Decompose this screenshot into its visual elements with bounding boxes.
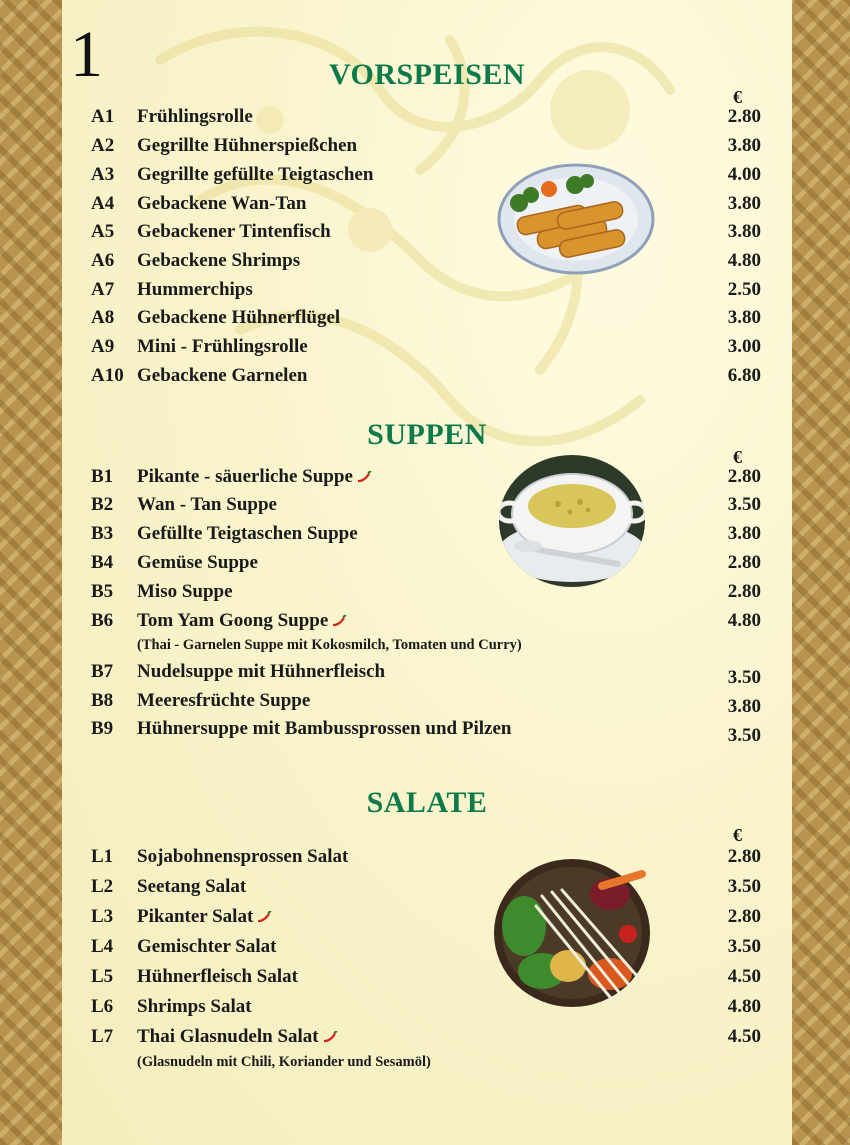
menu-item-row (91, 661, 761, 688)
left-ornament-border (0, 0, 62, 1145)
menu-item-name: Frühlingsrolle (137, 106, 253, 127)
section-title-suppen: SUPPEN (367, 418, 487, 451)
menu-item-row (91, 936, 761, 960)
menu-item-name: Gemüse Suppe (137, 552, 258, 573)
currency-label: € (733, 447, 742, 467)
menu-item-row (91, 135, 761, 159)
menu-item-price: 3.80 (727, 523, 761, 544)
menu-item-note: (Thai - Garnelen Suppe mit Kokosmilch, Tomaten und Curry) (137, 637, 522, 653)
menu-item-row (91, 164, 761, 188)
menu-item-code: A5 (91, 221, 115, 242)
menu-item-code: L7 (91, 1026, 114, 1047)
menu-item-code: A1 (91, 106, 115, 127)
menu-item-name: Gegrillte gefüllte Teigtaschen (137, 164, 374, 185)
menu-item-name: Nudelsuppe mit Hühnerfleisch (137, 661, 386, 682)
menu-item-row (91, 1026, 761, 1050)
menu-item-code: A8 (91, 307, 115, 328)
menu-item-code: B3 (91, 523, 114, 544)
menu-item-name: Seetang Salat (137, 876, 247, 897)
menu-item-code: A4 (91, 193, 115, 214)
menu-item-price: 3.50 (727, 494, 761, 515)
menu-item-price: 3.80 (727, 135, 761, 156)
menu-item-code: L6 (91, 996, 114, 1017)
menu-item-row (91, 906, 761, 930)
menu-item-price: 2.80 (727, 846, 761, 867)
menu-item-row (91, 690, 761, 717)
menu-item-row (91, 581, 761, 605)
menu-item-code: L5 (91, 966, 114, 987)
menu-item-code: B8 (91, 690, 114, 711)
menu-item-row (91, 552, 761, 576)
menu-item-code: L4 (91, 936, 114, 957)
menu-item-price: 2.80 (727, 552, 761, 573)
menu-item-name: Miso Suppe (137, 581, 233, 602)
menu-item-row (91, 106, 761, 130)
menu-item-price: 2.80 (727, 906, 761, 927)
menu-item-price: 4.80 (727, 610, 761, 631)
menu-item-row (91, 610, 761, 634)
page-number: 1 (70, 18, 103, 91)
menu-item-name: Gebackene Shrimps (137, 250, 301, 271)
menu-item-code: A10 (91, 365, 124, 386)
menu-item-code: L3 (91, 906, 114, 927)
menu-item-name: Hühnersuppe mit Bambussprossen und Pilzen (137, 718, 512, 739)
chili-icon (330, 615, 348, 629)
menu-item-row (91, 996, 761, 1020)
menu-item-price: 2.80 (727, 106, 761, 127)
chili-icon (255, 911, 273, 925)
menu-item-price: 4.50 (727, 966, 761, 987)
menu-item-row (91, 718, 761, 746)
chili-icon (321, 1031, 339, 1045)
menu-item-price: 3.80 (727, 696, 761, 717)
menu-item-code: B6 (91, 610, 114, 631)
menu-item-row (91, 336, 761, 360)
menu-item-name: Wan - Tan Suppe (137, 494, 277, 515)
menu-item-name: Tom Yam Goong Suppe (137, 610, 348, 632)
menu-item-name: Gebackene Garnelen (137, 365, 308, 386)
menu-item-row (91, 876, 761, 900)
menu-item-code: B7 (91, 661, 114, 682)
section-title-vorspeisen: VORSPEISEN (328, 58, 526, 91)
menu-item-price: 2.80 (727, 581, 761, 602)
menu-item-price: 4.50 (727, 1026, 761, 1047)
menu-item-name: Mini - Frühlingsrolle (137, 336, 308, 357)
menu-item-price: 4.00 (727, 164, 761, 185)
currency-label: € (733, 825, 742, 845)
menu-item-name: Hummerchips (137, 279, 253, 300)
menu-item-code: A6 (91, 250, 115, 271)
menu-item-code: L1 (91, 846, 114, 867)
menu-item-price: 3.50 (727, 936, 761, 957)
menu-item-name: Gegrillte Hühnerspießchen (137, 135, 358, 156)
menu-item-name: Shrimps Salat (137, 996, 252, 1017)
menu-item-row (91, 966, 761, 990)
menu-item-price: 3.80 (727, 307, 761, 328)
menu-item-row (91, 466, 761, 490)
menu-item-code: A9 (91, 336, 115, 357)
menu-item-row (91, 221, 761, 245)
menu-item-name: Gebackene Wan-Tan (137, 193, 307, 214)
menu-item-row (91, 279, 761, 303)
menu-item-price: 4.80 (727, 250, 761, 271)
menu-item-code: B5 (91, 581, 114, 602)
menu-item-name: Thai Glasnudeln Salat (137, 1026, 339, 1048)
right-ornament-border (792, 0, 850, 1145)
section-title-salate: SALATE (366, 786, 488, 819)
menu-item-price: 2.50 (727, 279, 761, 300)
menu-item-price: 3.00 (727, 336, 761, 357)
currency-label: € (733, 87, 742, 107)
menu-item-row (91, 523, 761, 547)
menu-item-row (91, 365, 761, 389)
menu-item-code: B2 (91, 494, 114, 515)
menu-item-code: A2 (91, 135, 115, 156)
menu-item-price: 4.80 (727, 996, 761, 1017)
menu-item-code: A7 (91, 279, 115, 300)
menu-item-price: 3.80 (727, 193, 761, 214)
menu-item-code: B9 (91, 718, 114, 739)
menu-item-price: 3.50 (727, 876, 761, 897)
menu-item-name: Meeresfrüchte Suppe (137, 690, 311, 711)
chili-icon (355, 471, 373, 485)
menu-item-code: B1 (91, 466, 114, 487)
menu-item-row (91, 494, 761, 518)
menu-item-note: (Glasnudeln mit Chili, Koriander und Sesamöl) (137, 1054, 431, 1070)
menu-item-row (91, 307, 761, 331)
menu-item-price: 3.50 (727, 725, 761, 746)
menu-item-price: 3.80 (727, 221, 761, 242)
menu-item-code: B4 (91, 552, 114, 573)
menu-item-row (91, 193, 761, 217)
menu-item-row (91, 846, 761, 870)
menu-item-name: Sojabohnensprossen Salat (137, 846, 349, 867)
menu-item-code: A3 (91, 164, 115, 185)
menu-item-name: Pikante - säuerliche Suppe (137, 466, 373, 488)
menu-item-name: Hühnerfleisch Salat (137, 966, 298, 987)
menu-item-price: 2.80 (727, 466, 761, 487)
menu-item-name: Gefüllte Teigtaschen Suppe (137, 523, 358, 544)
menu-item-name: Gebackener Tintenfisch (137, 221, 331, 242)
menu-item-price: 6.80 (727, 365, 761, 386)
menu-item-row (91, 250, 761, 274)
menu-item-name: Pikanter Salat (137, 906, 273, 928)
menu-item-name: Gemischter Salat (137, 936, 277, 957)
menu-item-price: 3.50 (727, 667, 761, 688)
menu-item-code: L2 (91, 876, 114, 897)
menu-item-name: Gebackene Hühnerflügel (137, 307, 341, 328)
